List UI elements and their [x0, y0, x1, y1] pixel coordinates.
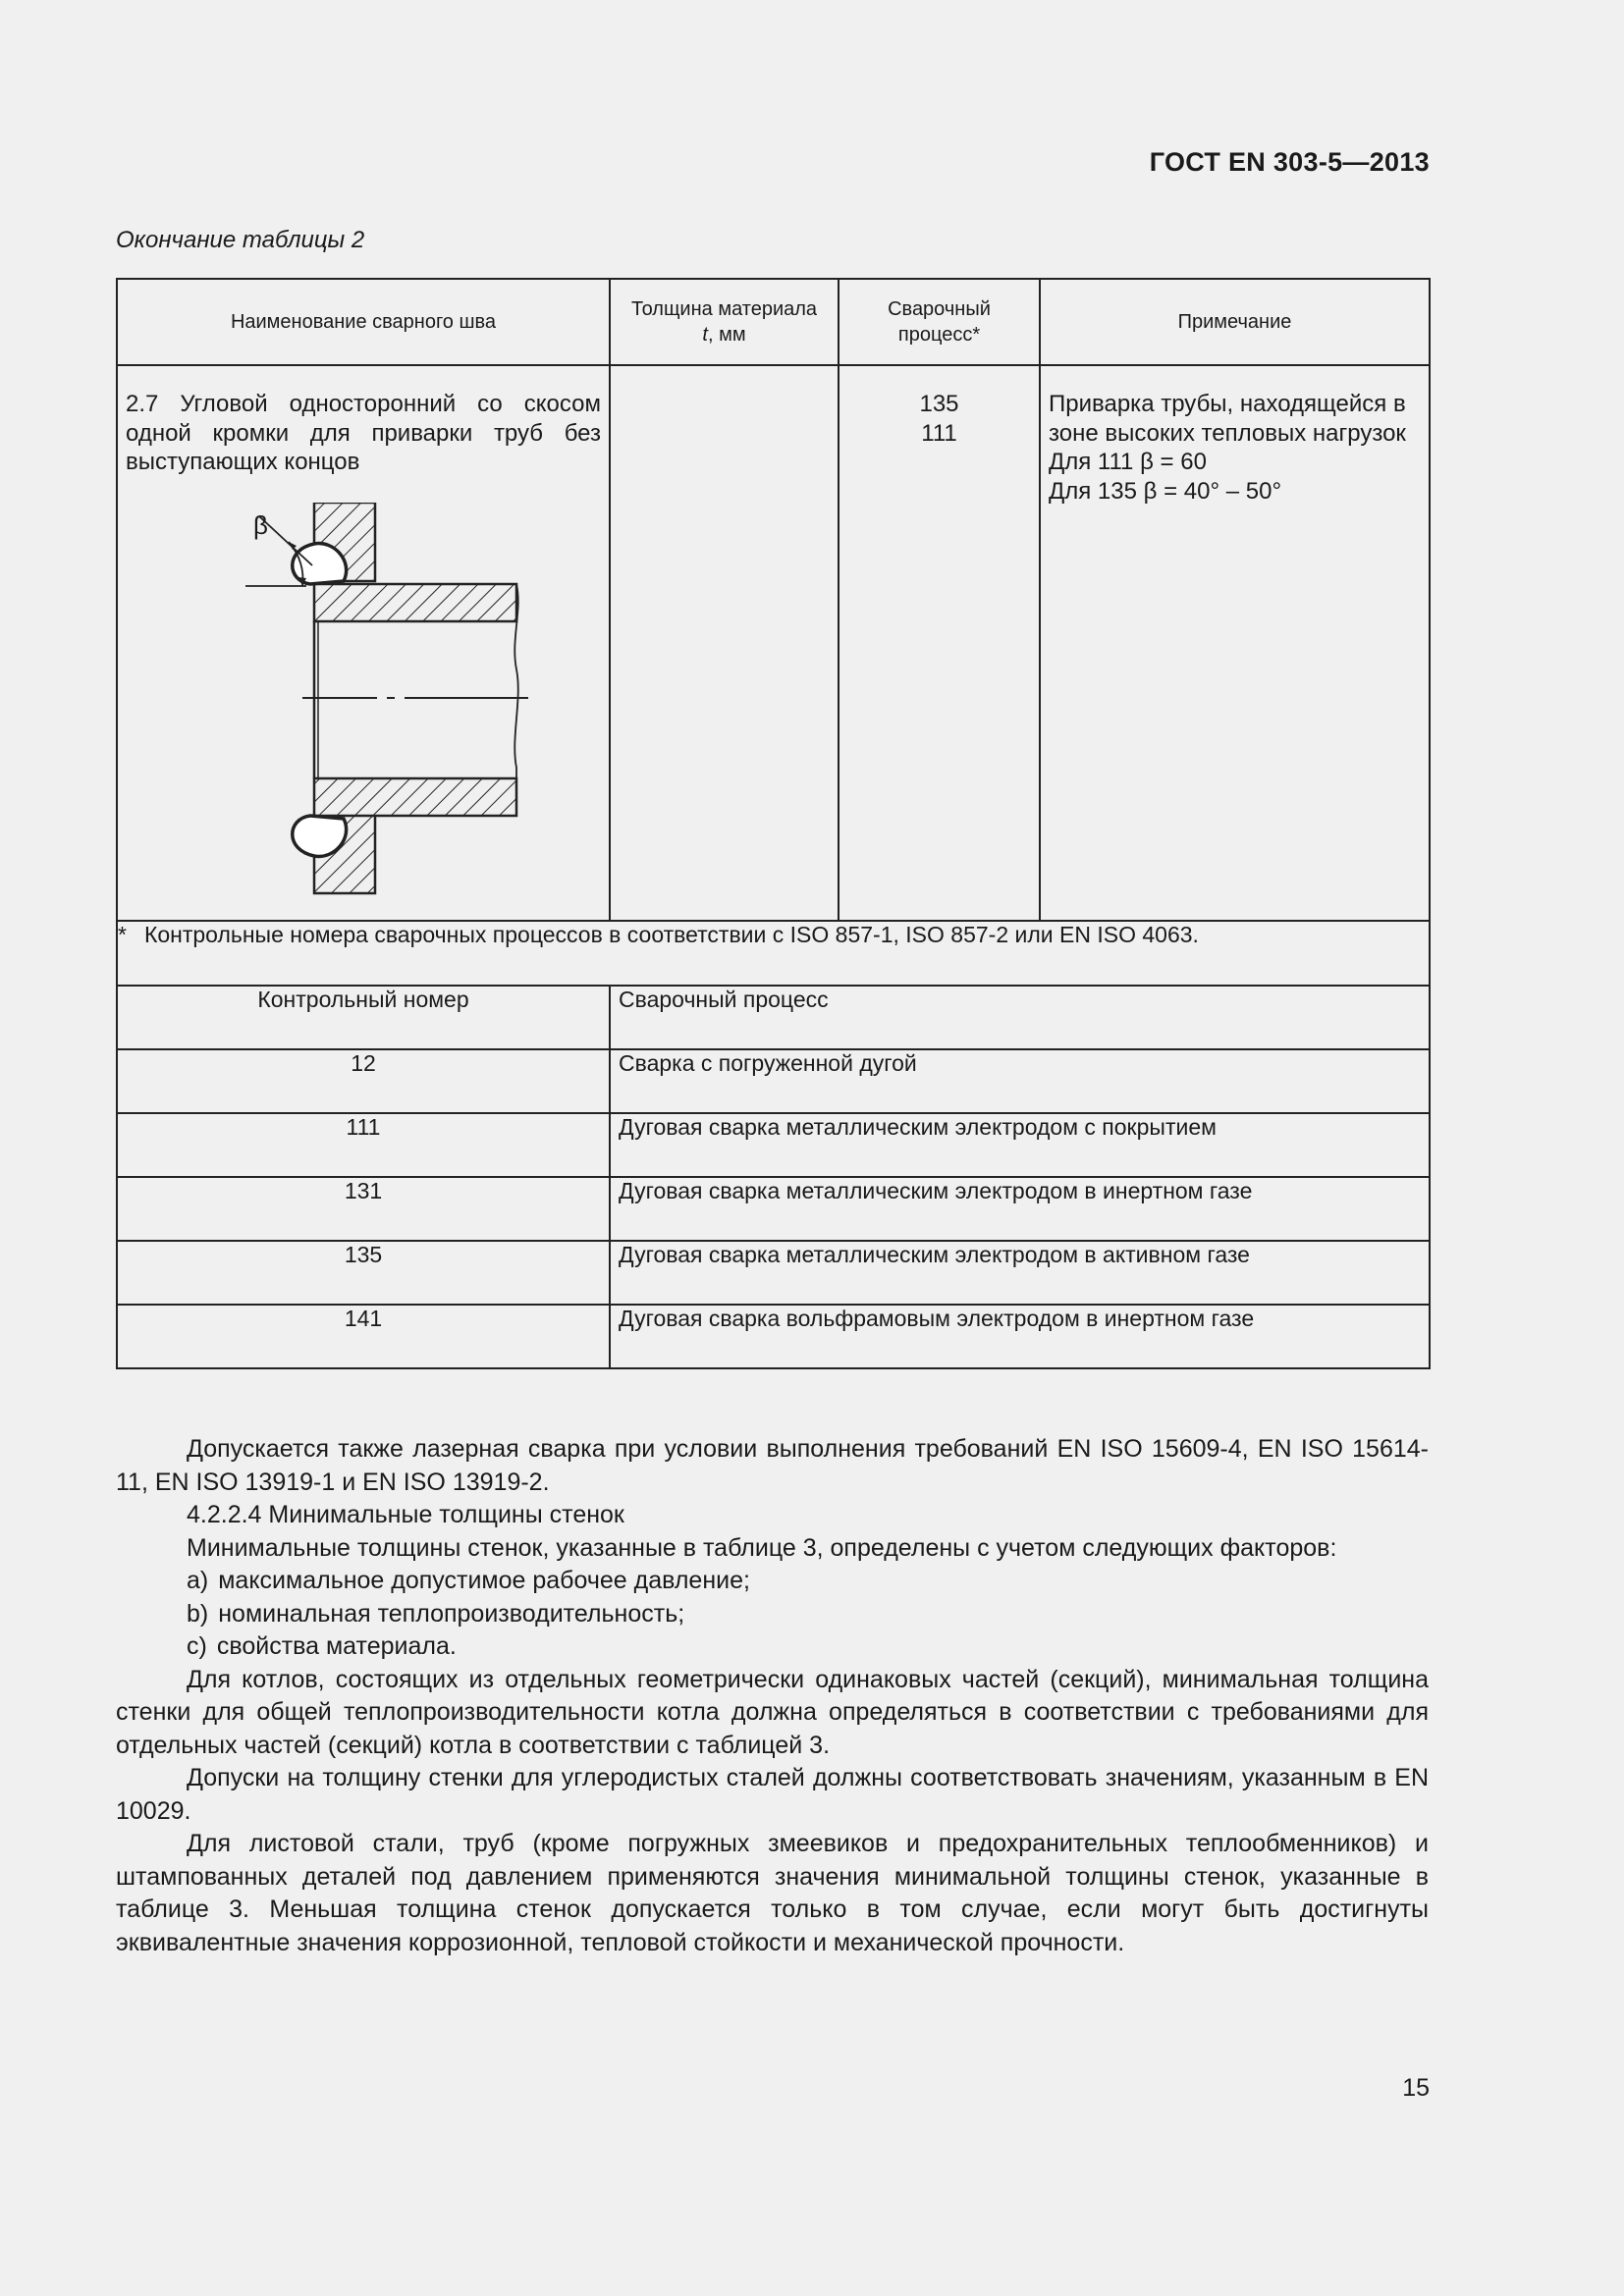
control-number: 131	[117, 1177, 610, 1241]
list-item: c) свойства материала.	[187, 1632, 457, 1660]
welding-process: Дуговая сварка металлическим электродом с покрытием	[610, 1113, 1430, 1177]
table-header-row	[117, 279, 1430, 365]
table-row	[117, 1177, 1430, 1241]
control-number: 12	[117, 1049, 610, 1113]
table-row	[117, 1049, 1430, 1113]
paragraph: Для котлов, состоящих из отдельных геометрически одинаковых частей (секций), минимальная толщина стенки для общей теплопроизводительности котла должна определяться в соответствии с требованиями для отдельных частей (секций) котла в соответствии с таблицей 3.	[116, 1665, 1429, 1759]
welding-process: Дуговая сварка металлическим электродом в активном газе	[610, 1241, 1430, 1305]
footnote: * Контрольные номера сварочных процессов в соответствии с ISO 857-1, ISO 857-2 или EN ISO 4063.	[117, 921, 1430, 986]
table-row	[117, 1241, 1430, 1305]
document-code: ГОСТ EN 303-5—2013	[1149, 147, 1430, 177]
weld-name-cell	[117, 365, 610, 921]
control-number: 141	[117, 1305, 610, 1368]
header-thickness: Толщина материала t, мм	[610, 279, 839, 365]
paragraph: Минимальные толщины стенок, указанные в таблице 3, определены с учетом следующих факторов:	[187, 1533, 1337, 1562]
note-cell: Приварка трубы, находящейся в зоне высоких тепловых нагрузок Для 111 β = 60 Для 135 β = 40° – 50°	[1040, 365, 1430, 921]
pipe-wall-lower	[314, 778, 516, 816]
welds-table	[116, 278, 1431, 1369]
welding-process: Сварка с погруженной дугой	[610, 1049, 1430, 1113]
table-caption: Окончание таблицы 2	[116, 227, 365, 253]
section-heading: 4.2.2.4 Минимальные толщины стенок	[187, 1501, 624, 1528]
header-note: Примечание	[1040, 279, 1430, 365]
weld-joint-drawing	[216, 503, 540, 895]
weld-name: 2.7 Угловой односторонний со скосом одной кромки для приварки труб без выступающих концов	[126, 391, 601, 476]
pipe-wall-upper	[314, 584, 516, 621]
control-number: 135	[117, 1241, 610, 1305]
header-weld-name: Наименование сварного шва	[117, 279, 610, 365]
table-row	[117, 1113, 1430, 1177]
welding-process: Дуговая сварка вольфрамовым электродом в инертном газе	[610, 1305, 1430, 1368]
process-cell: 135 111	[839, 365, 1040, 921]
beta-label: β	[253, 509, 268, 540]
process-list-header	[117, 986, 1430, 1049]
paragraph: Допускается также лазерная сварка при условии выполнения требований EN ISO 15609-4, EN ISO 15614-11, EN ISO 13919-1 и EN ISO 13919-2.	[116, 1435, 1429, 1496]
paragraph: Допуски на толщину стенки для углеродистых сталей должны соответствовать значениям, указанным в EN 10029.	[116, 1764, 1429, 1825]
header-control-number: Контрольный номер	[117, 986, 610, 1049]
table-row	[117, 1305, 1430, 1368]
weld-bead-lower	[293, 816, 347, 856]
header-welding-process: Сварочный процесс	[610, 986, 1430, 1049]
list-item: b) номинальная теплопроизводительность;	[187, 1599, 685, 1628]
paragraph: Для листовой стали, труб (кроме погружных змеевиков и предохранительных теплообменников) и штампованных деталей под давлением применяются значения минимальной толщины стенок, указанные в таблице 3. Меньшая толщина стенок допускается только в том случае, если могут быть достигнуты эквивалентные значения коррозионной, тепловой стойкости и механической прочности.	[116, 1830, 1429, 1956]
control-number: 111	[117, 1113, 610, 1177]
thickness-cell	[610, 365, 839, 921]
body-text	[116, 1433, 1429, 1959]
welding-process: Дуговая сварка металлическим электродом в инертном газе	[610, 1177, 1430, 1241]
table-row	[117, 365, 1430, 921]
header-process: Сварочный процесс*	[839, 279, 1040, 365]
page-number: 15	[1402, 2074, 1430, 2102]
footnote-row	[117, 921, 1430, 986]
list-item: a) максимальное допустимое рабочее давление;	[187, 1567, 750, 1594]
